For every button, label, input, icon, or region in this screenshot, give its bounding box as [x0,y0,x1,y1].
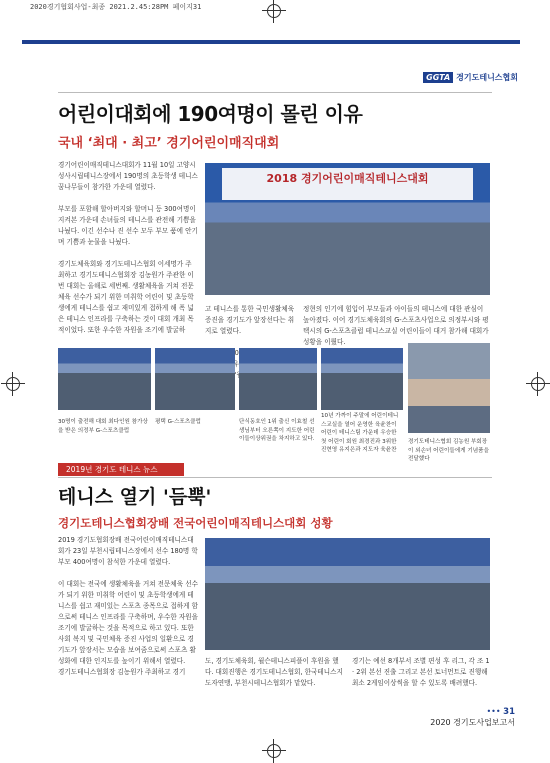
crop-mark-top [267,4,281,18]
association-logo: GGTA 경기도테니스협회 [423,72,518,83]
section-tag: 2019년 경기도 테니스 뉴스 [58,463,184,476]
photo-vice-president [408,343,490,433]
photo-winners [321,348,403,410]
crop-mark-left [6,377,20,391]
caption-4: 10년 가까이 주말에 어린이테니스교실을 열어 운영한 육윤찬이 어린이 테니스팀 가운데 우승한 첫 어린이 회원 최경진과 3위한 진현영 유지은과 지도자 육윤찬 [321,413,399,453]
crop-mark-bottom [267,744,281,758]
caption-1: 30명이 출전해 대회 최다인원 참가상을 받은 의정부 G-스포츠클럽 [58,419,148,434]
photo-pyeongtaek [155,348,235,410]
article1-col1: 경기어린이매직테니스대회가 11월 10일 고양시 성사시립테니스장에서 190명의 초등학생 테니스 꿈나무들이 참가한 가운데 열렸다. 부모를 포함해 할아버지와 할머니 등 300여명이 지켜본 가운데 손녀들의 테니스를 관전해 기쁨을 나눴다. 이긴 선수나 진 선수 모두 부모 품에 안기며 기쁨과 눈물을 나눴다. 경기도체육회와 경기도테니스협회 이세명가 주최하고 경기도테니스협회장 김농원가 주관한 이번 대회는 올해로 세번째. 생활체육을 거쳐 전문체육 선수가 되기 위한 미취학 어린이 및 초등학생에게 테니스를 쉽고 재미있게 접하게 해 폭 넓은 테니스 인프라를 구축하는 것이 대회 개최 목적이었다. 또한 우수한 자원을 조기에 발굴하 [58,161,198,334]
divider [58,477,492,478]
caption-2: 평택 G-스포츠클럽 [155,419,201,425]
article2-subtitle: 경기도테니스협회장배 전국어린이매직테니스대회 성황 [58,516,333,530]
photo-banner: 2018 경기어린이매직테니스대회 [222,168,473,200]
photo-uijeongbu [58,348,151,410]
caption-5: 경기도테니스협회 김농원 부회장이 외손녀 어린이들에게 기념품을 전달했다 [408,439,489,462]
article1-title: 어린이대회에 190여명이 몰린 이유 [58,102,363,126]
article2-col1: 2019 경기도협회장배 전국어린이매직테니스대회가 23일 부천시립테니스장에서 선수 180명 학부모 400여명이 참석한 가운데 열렸다. 이 대회는 전국에 생활체육을 거쳐 전문체육 선수가 되기 위한 미취학 어린이 및 초등학생에게 테니스를 쉽고 재미있는 스포츠 종목으로 접하게 함으로써 테니스 인프라를 구축하며, 우수한 자원을 조기에 발굴하는 것을 목적으로 하고 있다. 또한 사회 복지 및 국민체육 증진 사업의 일환으로 경기도가 앞장서는 모습을 보여줌으로써 스포츠 활성화에 대한 인지도를 높이기 위해서 열렸다. 경기도테니스협회장 김농원가 주최하고 경기 [58,536,198,676]
photo-coach [239,348,317,410]
page-number: 31 [503,707,515,717]
article1-col3: 정현의 인기에 힘입어 부모들과 아이들의 테니스에 대한 관심이 높아졌다. 이어 경기도체육회의 G-스포츠사업으로 의정부시와 평택시의 G-스포츠클럽 테니스교실 어린이들이 대거 참가해 대회가 성황을 이뤘다. [303,305,489,346]
header-bar [22,40,520,44]
article2-title: 테니스 열기 '듬뿍' [58,486,212,508]
footer-dots: ••• [486,707,501,716]
group-photo [205,163,490,295]
caption-3: 단식동호인 1위 출신 이효철 선생님부터 오른쪽이 지도한 어린이들이상위권을 차지하고 있다. [239,419,315,442]
article1-col2: 고 테니스를 통한 국민생활체육 증진을 경기도가 앞장선다는 취지로 열렸다. 이유는 [205,305,295,368]
divider [58,92,492,93]
tournament-photo [205,538,490,650]
article1-subtitle: 국내 ‘최대 · 최고’ 경기어린이매직대회 [58,136,280,151]
article2-col3: 경기는 예선 8개부서 조별 편성 후 리그, 각 조 1 · 2위 본선 진출 그리고 본선 토너먼트로 진행해 최소 2게임이상씩을 할 수 있도록 배려했다. [352,657,490,687]
publication-name: 2020 경기도사업보고서 [430,718,515,727]
print-slug: 2020경기협회사업-최종 2021.2.45:28PM 페이지31 [30,3,202,11]
page-footer [430,707,515,728]
crop-mark-right [531,377,545,391]
article2-col2: 도, 경기도체육회, 월슨테니스피플이 후원을 했다. 대회진행은 경기도테니스협회, 한국테니스지도자연맹, 부천시테니스협회가 맡았다. [205,657,343,687]
